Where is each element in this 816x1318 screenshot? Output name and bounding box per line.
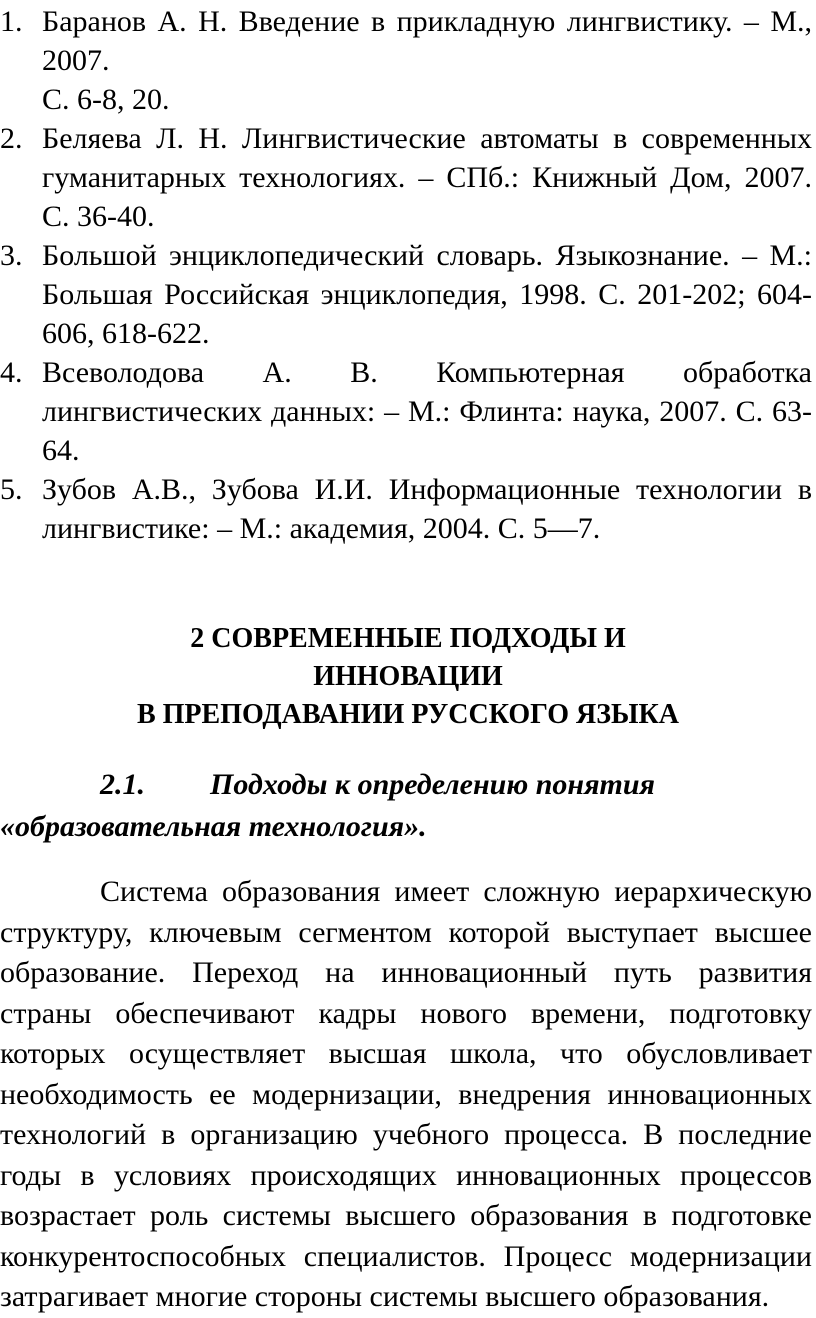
section-heading-line: ИННОВАЦИИ [313, 661, 503, 692]
reference-text-continuation: С. 6-8, 20. [42, 83, 170, 116]
reference-text: Беляева Л. Н. Лингвистические автоматы в современных гуманитарных технологиях. – СПб.: Книжный Дом, 2007. С. 36-40. [42, 122, 812, 233]
section-heading-line: 2 СОВРЕМЕННЫЕ ПОДХОДЫ И [190, 623, 626, 654]
reference-number: 5. [0, 473, 23, 506]
reference-item [0, 2, 812, 119]
section-heading [0, 620, 816, 734]
reference-item [0, 353, 812, 470]
reference-text: Баранов А. Н. Введение в прикладную лингвистику. – М., 2007. [42, 5, 812, 77]
reference-text: Зубов А.В., Зубова И.И. Информационные технологии в лингвистике: – М.: академия, 2004. С. 5—7. [42, 473, 812, 545]
reference-item [0, 470, 812, 548]
reference-item [0, 236, 812, 353]
subsection-number: 2.1. [100, 768, 145, 801]
subsection-heading [0, 764, 816, 848]
section-heading-line: В ПРЕПОДАВАНИИ РУССКОГО ЯЗЫКА [136, 699, 680, 730]
body-paragraph: Система образования имеет сложную иерархическую структуру, ключевым сегментом которой выступает высшее образование. Переход на инновационный путь развития страны обеспечивают кадры нового времени, подготовку которых осуществляет высшая школа, что обусловливает необходимость ее модернизации, внедрения инновационных технологий в организацию учебного процесса. В последние годы в условиях происходящих инновационных процессов возрастает роль системы высшего образования в подготовке конкурентоспособных специалистов. Процесс модернизации затрагивает многие стороны системы высшего образования. [0, 875, 812, 1313]
reference-text: Всеволодова А. В. Компьютерная обработка лингвистических данных: – М.: Флинта: наука, 2007. С. 63-64. [42, 356, 812, 467]
subsection-title-continuation: «образовательная технология». [0, 810, 427, 843]
subsection-title: Подходы к определению понятия [210, 768, 656, 801]
reference-number: 1. [0, 5, 23, 38]
reference-item [0, 119, 812, 236]
reference-number: 3. [0, 239, 23, 272]
reference-text: Большой энциклопедический словарь. Языкознание. – М.: Большая Российская энциклопедия, 1998. С. 201-202; 604-606, 618-622. [42, 239, 812, 350]
reference-number: 4. [0, 356, 23, 389]
reference-list [0, 2, 812, 548]
reference-number: 2. [0, 122, 23, 155]
